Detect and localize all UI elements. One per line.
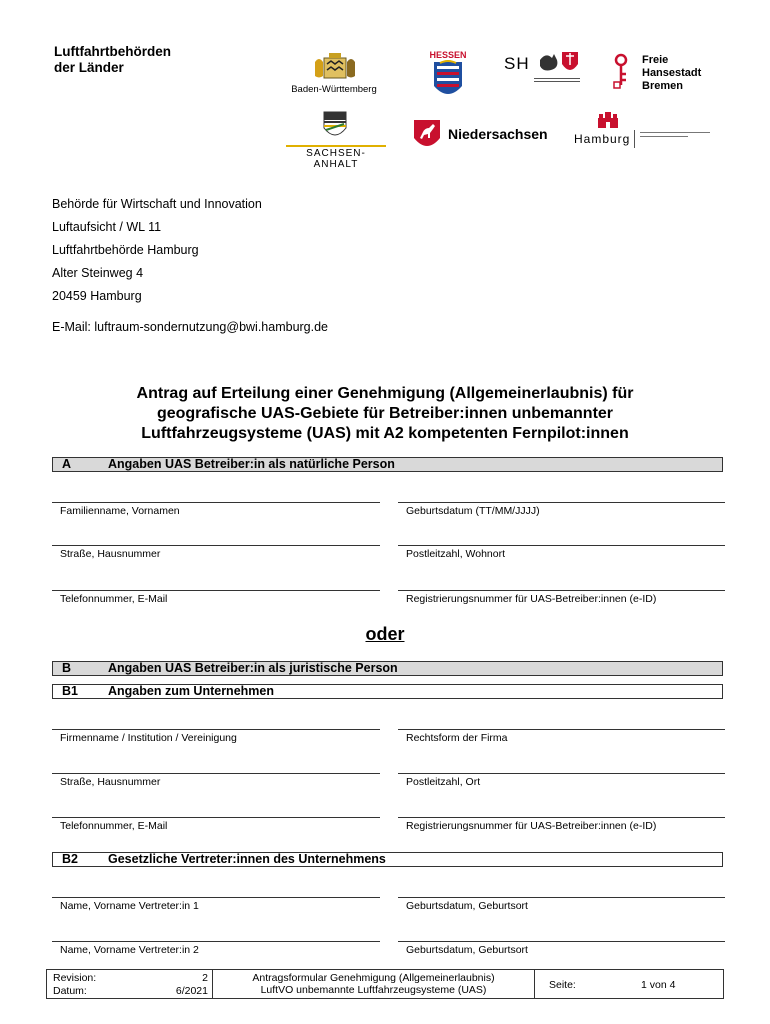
footer-revision-label: Revision: (53, 972, 97, 984)
form-title-line-1: Antrag auf Erteilung einer Genehmigung (Allgemeinerlaubnis) für (136, 385, 634, 402)
authority-line-2: der Länder (54, 60, 124, 75)
footer-revision-labels (47, 970, 167, 998)
bw-coat-of-arms-icon (284, 52, 384, 80)
section-b2-title: Gesetzliche Vertreter:innen des Unternehmens (108, 852, 386, 866)
field-representative-2-birth[interactable] (398, 941, 725, 956)
field-postal-code-residence-label: Postleitzahl, Wohnort (406, 548, 506, 560)
niedersachsen-horse-icon (412, 118, 442, 152)
hessen-lion-icon (428, 60, 468, 104)
hessen-caption: HESSEN (429, 50, 467, 60)
bremen-caption-line-3: Bremen (642, 80, 683, 92)
footer-revision-values (167, 970, 213, 998)
section-a-code: A (62, 457, 72, 471)
field-birth-date-label: Geburtsdatum (TT/MM/JJJJ) (406, 505, 540, 517)
field-company-name-label: Firmenname / Institution / Vereinigung (60, 732, 237, 744)
field-company-street-label: Straße, Hausnummer (60, 776, 161, 788)
form-title-line-2: geografische UAS-Gebiete für Betreiber:innen unbemannter (156, 405, 614, 422)
field-street[interactable] (52, 545, 380, 560)
field-representative-1-name[interactable] (52, 897, 380, 912)
sachsen-anhalt-caption: SACHSEN-ANHALT (286, 145, 386, 170)
field-representative-1-birth[interactable] (398, 897, 725, 912)
sachsen-anhalt-coat-of-arms-icon (286, 110, 386, 142)
niedersachsen-caption: Niedersachsen (448, 126, 548, 142)
field-birth-date[interactable] (398, 502, 725, 517)
field-company-registration-number-label: Registrierungsnummer für UAS-Betreiber:innen (e-ID) (406, 820, 657, 832)
section-b-title: Angaben UAS Betreiber:in als juristische Person (108, 661, 398, 675)
field-representative-2-name-label: Name, Vorname Vertreter:in 2 (60, 944, 199, 956)
field-company-name[interactable] (52, 729, 380, 744)
bremen-caption-line-2: Hansestadt (642, 67, 702, 79)
hamburg-fine-rule-1 (640, 132, 710, 133)
form-title-line-3: Luftfahrzeugsysteme (UAS) mit A2 kompetenten Fernpilot:innen (141, 425, 629, 442)
sh-caption: SH (504, 54, 530, 73)
section-a-title: Angaben UAS Betreiber:in als natürliche Person (108, 457, 395, 471)
sh-fine-text-rule-2 (534, 81, 580, 82)
hamburg-castle-icon (596, 110, 620, 128)
page-footer (46, 969, 724, 999)
authority-line-1: Luftfahrtbehörden (54, 44, 171, 59)
footer-form-line-1: Antragsformular Genehmigung (Allgemeinerlaubnis) (252, 972, 495, 984)
footer-page-info (535, 970, 723, 998)
hamburg-fine-rule-2 (640, 136, 688, 137)
footer-date-value: 6/2021 (175, 985, 208, 997)
form-title (60, 384, 710, 444)
field-registration-number-label: Registrierungsnummer für UAS-Betreiber:innen (e-ID) (406, 593, 657, 605)
section-b2-code: B2 (62, 852, 78, 866)
bremen-caption (642, 54, 701, 93)
field-company-postal-code[interactable] (398, 773, 725, 788)
sh-lion-and-nettle-icon (536, 50, 580, 76)
section-a-header (52, 457, 723, 472)
footer-revision-value: 2 (202, 972, 208, 984)
field-family-name-label: Familienname, Vornamen (60, 505, 180, 517)
section-b1-code: B1 (62, 684, 78, 698)
address-line-office: Luftfahrtbehörde Hamburg (52, 243, 199, 257)
section-b-code: B (62, 661, 72, 675)
field-legal-form[interactable] (398, 729, 725, 744)
footer-form-name (213, 970, 535, 998)
address-line-department: Luftaufsicht / WL 11 (52, 220, 162, 234)
field-registration-number[interactable] (398, 590, 725, 605)
address-line-street: Alter Steinweg 4 (52, 266, 144, 280)
section-b1-header (52, 684, 723, 699)
sh-fine-text-rule-1 (534, 78, 580, 79)
contact-email: E-Mail: luftraum-sondernutzung@bwi.hamburg.de (52, 320, 329, 334)
bremen-key-icon (612, 52, 632, 90)
field-phone-email[interactable] (52, 590, 380, 605)
field-company-street[interactable] (52, 773, 380, 788)
field-street-label: Straße, Hausnummer (60, 548, 161, 560)
recipient-address (52, 196, 262, 311)
schleswig-holstein-logo (504, 54, 588, 82)
footer-page-value: 1 von 4 (641, 979, 676, 991)
hamburg-caption: Hamburg (574, 132, 631, 146)
address-line-authority: Behörde für Wirtschaft und Innovation (52, 197, 262, 211)
field-legal-form-label: Rechtsform der Firma (406, 732, 508, 744)
footer-page-label: Seite: (549, 979, 576, 991)
field-representative-1-name-label: Name, Vorname Vertreter:in 1 (60, 900, 199, 912)
field-company-phone-email-label: Telefonnummer, E-Mail (60, 820, 168, 832)
address-line-city: 20459 Hamburg (52, 289, 142, 303)
section-b2-header (52, 852, 723, 867)
bw-caption: Baden-Württemberg (291, 84, 377, 95)
field-representative-2-name[interactable] (52, 941, 380, 956)
field-company-postal-code-label: Postleitzahl, Ort (406, 776, 481, 788)
sachsen-anhalt-logo (286, 110, 386, 170)
field-family-name[interactable] (52, 502, 380, 517)
section-b-header (52, 661, 723, 676)
hamburg-divider (634, 130, 635, 148)
field-company-registration-number[interactable] (398, 817, 725, 832)
field-representative-2-birth-label: Geburtsdatum, Geburtsort (406, 944, 528, 956)
bremen-caption-line-1: Freie (642, 54, 669, 66)
field-phone-email-label: Telefonnummer, E-Mail (60, 593, 168, 605)
field-company-phone-email[interactable] (52, 817, 380, 832)
field-representative-1-birth-label: Geburtsdatum, Geburtsort (406, 900, 528, 912)
footer-form-line-2: LuftVO unbemannte Luftfahrzeugsysteme (UAS) (260, 984, 487, 996)
field-postal-code-residence[interactable] (398, 545, 725, 560)
baden-wuerttemberg-logo (284, 52, 384, 95)
issuing-authority (54, 44, 171, 76)
hessen-logo (428, 50, 468, 109)
or-separator: oder (365, 624, 405, 644)
footer-date-label: Datum: (53, 985, 87, 997)
section-b1-title: Angaben zum Unternehmen (108, 684, 274, 698)
hamburg-fine-text (640, 132, 710, 137)
